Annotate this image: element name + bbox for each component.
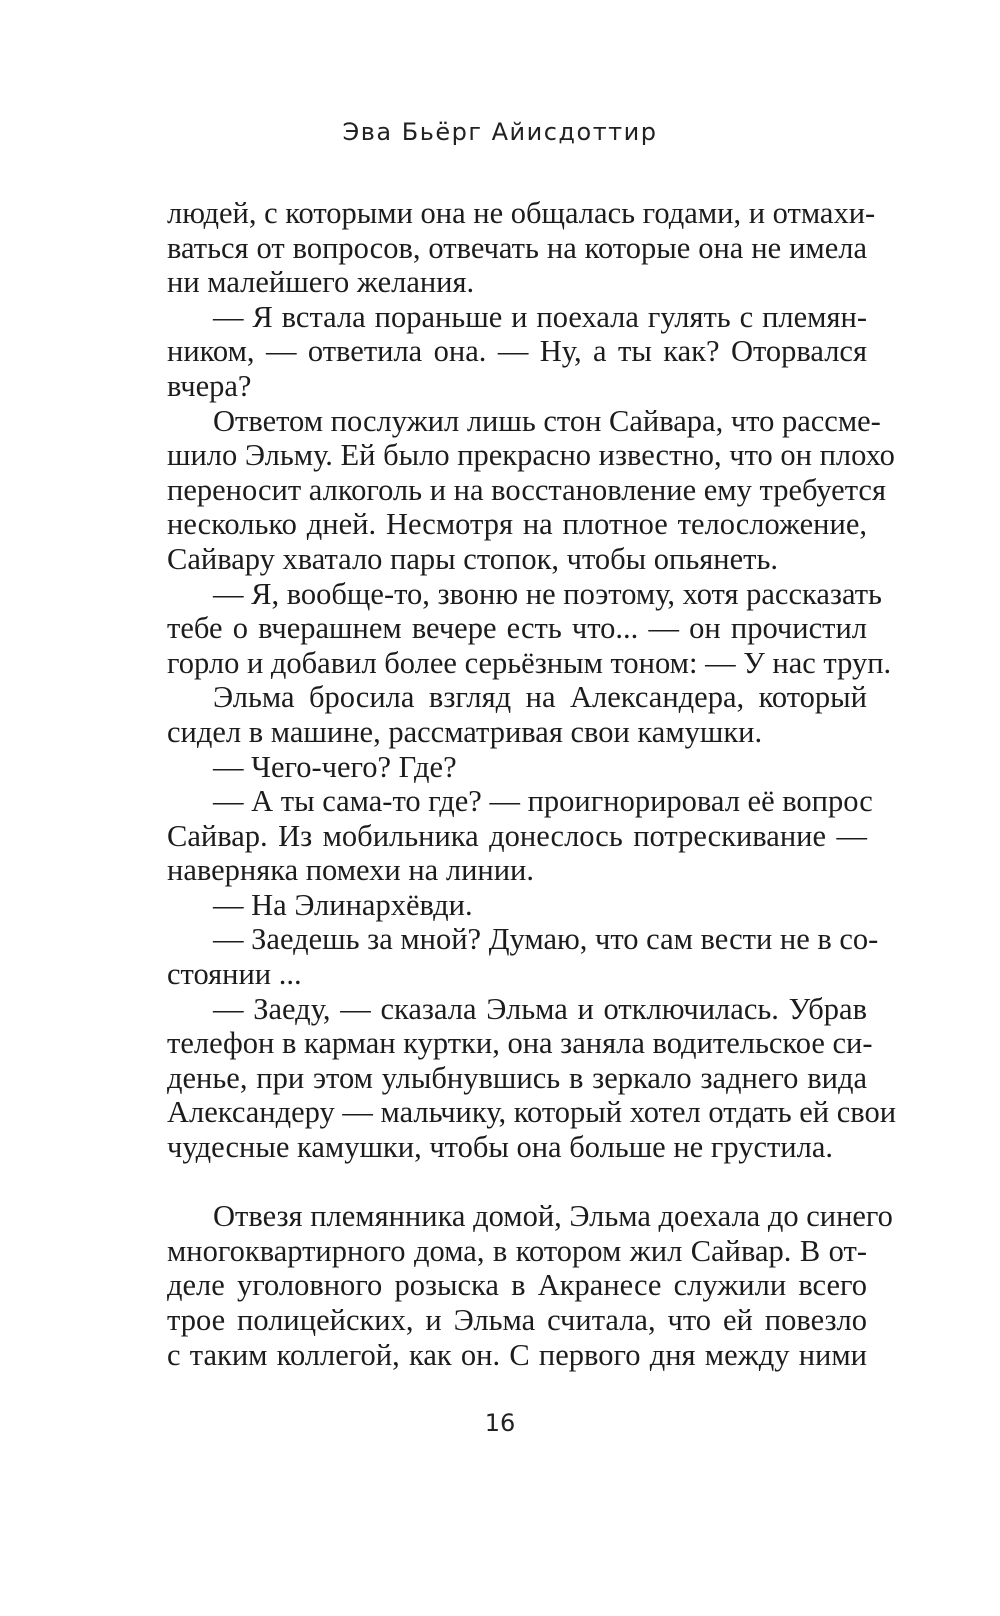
text-line: телефон в карман куртки, она заняла водительское си- <box>167 1026 873 1061</box>
text-line: сидел в машине, рассматривая свои камушки. <box>167 714 763 749</box>
text-line: — Заеду, — сказала Эльма и отключилась. Убрав <box>213 991 867 1026</box>
text-line: — Я встала пораньше и поехала гулять с племян- <box>213 299 867 334</box>
text-line: стоянии ... <box>167 957 302 992</box>
text-line: ваться от вопросов, отвечать на которые она не имела <box>167 230 867 265</box>
text-line: — Чего-чего? Где? <box>213 749 457 784</box>
text-line: шило Эльму. Ей было прекрасно известно, что он плохо <box>167 438 895 473</box>
section-break <box>167 1165 867 1200</box>
text-line: тебе о вчерашнем вечере есть что... — он прочистил <box>167 611 867 646</box>
text-line: — На Элинархёвди. <box>213 887 473 922</box>
text-line: ником, — ответила она. — Ну, а ты как? Оторвался <box>167 334 867 369</box>
text-line: несколько дней. Несмотря на плотное телосложение, <box>167 507 867 542</box>
text-line: Сайвар. Из мобильника донеслось потрескивание — <box>167 818 867 853</box>
text-line: наверняка помехи на линии. <box>167 853 534 888</box>
text-line: переносит алкоголь и на восстановление ему требуется <box>167 472 886 507</box>
text-line: многоквартирного дома, в котором жил Сайвар. В от- <box>167 1233 867 1268</box>
text-line: чудесные камушки, чтобы она больше не грустила. <box>167 1130 834 1165</box>
text-line: — Заедешь за мной? Думаю, что сам вести не в со- <box>213 922 879 957</box>
page-number: 16 <box>484 1409 516 1437</box>
text-line: — Я, вообще-то, звоню не поэтому, хотя рассказать <box>213 576 882 611</box>
text-line: трое полицейских, и Эльма считала, что ей повезло <box>167 1303 867 1337</box>
text-line: людей, с которыми она не общалась годами, и отмахи- <box>167 196 876 230</box>
text-line: Сайвару хватало пары стопок, чтобы опьянеть. <box>167 541 779 576</box>
text-line: Отвезя племянника домой, Эльма доехала до синего <box>213 1199 893 1234</box>
text-line: Ответом послужил лишь стон Сайвара, что рассме- <box>213 403 881 438</box>
text-line: — А ты сама-то где? — проигнорировал её вопрос <box>213 784 873 819</box>
text-line: с таким коллегой, как он. С первого дня между ними <box>167 1337 867 1372</box>
text-line: горло и добавил более серьёзным тоном: — У нас труп. <box>167 645 892 680</box>
text-line: Эльма бросила взгляд на Александера, который <box>213 680 867 715</box>
text-line: ни малейшего желания. <box>167 265 475 300</box>
text-line: вчера? <box>167 368 252 403</box>
text-line: деле уголовного розыска в Акранесе служили всего <box>167 1268 867 1303</box>
text-line: денье, при этом улыбнувшись в зеркало заднего вида <box>167 1060 867 1095</box>
running-head-author: Эва Бьёрг Айисдоттир <box>342 118 658 146</box>
text-line: Александеру — мальчику, который хотел отдать ей свои <box>167 1095 897 1130</box>
body-text <box>167 196 897 1372</box>
